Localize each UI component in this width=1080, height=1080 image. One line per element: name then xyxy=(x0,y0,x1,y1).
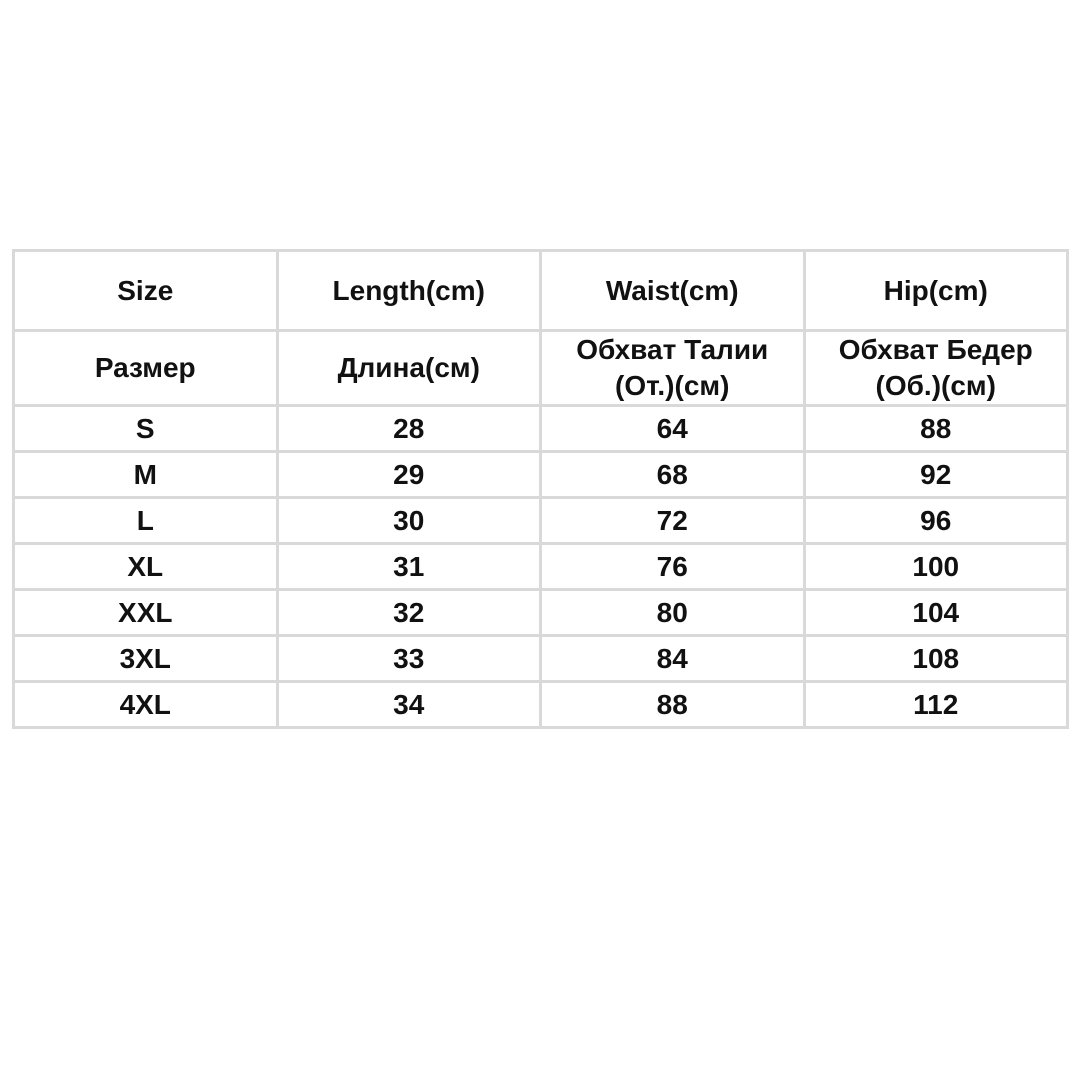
column-header-waist-ru: Обхват Талии (От.)(см) xyxy=(541,331,805,406)
cell-hip: 104 xyxy=(804,590,1068,636)
cell-size: L xyxy=(14,498,278,544)
cell-size: M xyxy=(14,452,278,498)
cell-hip: 112 xyxy=(804,682,1068,728)
column-header-size-ru: Размер xyxy=(14,331,278,406)
table-row-xl xyxy=(14,544,1068,590)
cell-hip: 108 xyxy=(804,636,1068,682)
table-row-m xyxy=(14,452,1068,498)
cell-length: 28 xyxy=(277,406,541,452)
cell-length: 30 xyxy=(277,498,541,544)
header-row-russian xyxy=(14,331,1068,406)
cell-waist: 72 xyxy=(541,498,805,544)
cell-hip: 92 xyxy=(804,452,1068,498)
table-row-s xyxy=(14,406,1068,452)
cell-waist: 64 xyxy=(541,406,805,452)
table-row-3xl xyxy=(14,636,1068,682)
column-header-length-en: Length(cm) xyxy=(277,251,541,331)
cell-size: S xyxy=(14,406,278,452)
cell-length: 31 xyxy=(277,544,541,590)
cell-hip: 88 xyxy=(804,406,1068,452)
cell-hip: 96 xyxy=(804,498,1068,544)
column-header-hip-en: Hip(cm) xyxy=(804,251,1068,331)
table-row-4xl xyxy=(14,682,1068,728)
cell-size: XL xyxy=(14,544,278,590)
cell-size: 3XL xyxy=(14,636,278,682)
column-header-hip-ru: Обхват Бедер (Об.)(см) xyxy=(804,331,1068,406)
cell-size: XXL xyxy=(14,590,278,636)
cell-waist: 84 xyxy=(541,636,805,682)
cell-waist: 76 xyxy=(541,544,805,590)
column-header-size-en: Size xyxy=(14,251,278,331)
cell-length: 33 xyxy=(277,636,541,682)
cell-length: 32 xyxy=(277,590,541,636)
table-row-l xyxy=(14,498,1068,544)
cell-hip: 100 xyxy=(804,544,1068,590)
table-row-xxl xyxy=(14,590,1068,636)
cell-length: 29 xyxy=(277,452,541,498)
cell-waist: 68 xyxy=(541,452,805,498)
size-chart-header xyxy=(14,251,1068,406)
column-header-waist-en: Waist(cm) xyxy=(541,251,805,331)
cell-length: 34 xyxy=(277,682,541,728)
size-chart-table xyxy=(12,249,1069,729)
cell-waist: 88 xyxy=(541,682,805,728)
size-chart-body xyxy=(14,406,1068,728)
column-header-length-ru: Длина(см) xyxy=(277,331,541,406)
cell-waist: 80 xyxy=(541,590,805,636)
cell-size: 4XL xyxy=(14,682,278,728)
header-row-english xyxy=(14,251,1068,331)
